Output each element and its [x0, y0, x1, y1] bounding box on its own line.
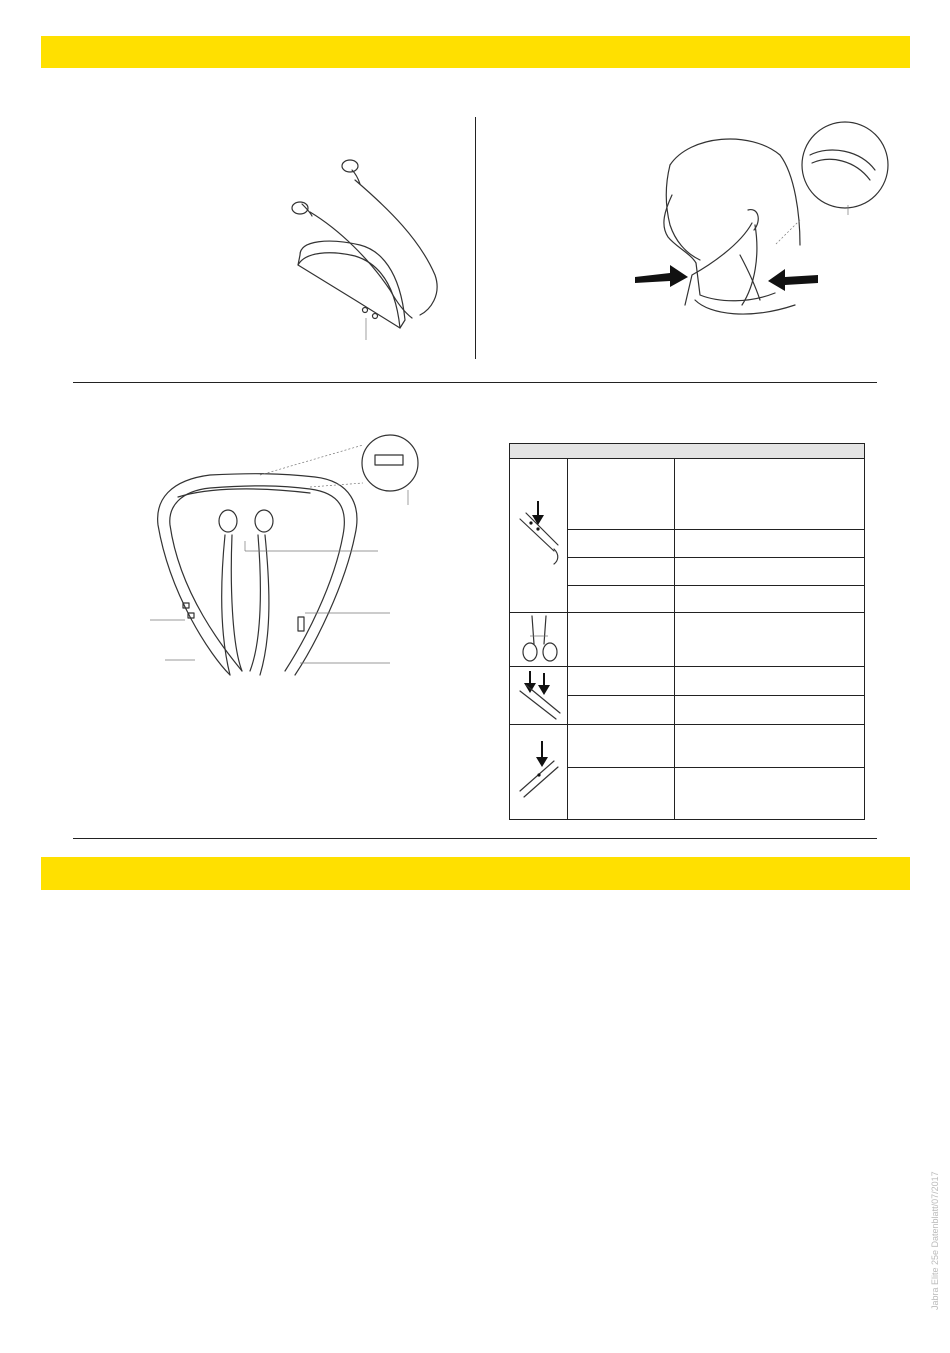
button-function-table: [509, 443, 865, 820]
section-divider-top: [73, 382, 877, 383]
section-vertical-divider: [475, 117, 476, 359]
top-header-bar: [41, 36, 910, 68]
table-row-divider: [567, 695, 864, 696]
table-row-divider: [567, 767, 864, 768]
section-divider-bottom: [73, 838, 877, 839]
headset-drawing: [280, 150, 450, 350]
table-row-divider: [567, 557, 864, 558]
headset-front-view: [150, 435, 420, 695]
table-col-divider: [674, 458, 675, 819]
button-press-icon: [518, 499, 560, 564]
mid-header-bar: [41, 857, 910, 890]
table-row-divider: [510, 612, 864, 613]
single-button-press-icon: [518, 739, 562, 799]
table-col-divider: [567, 458, 568, 819]
table-row-divider: [567, 529, 864, 530]
earbuds-icon: [520, 616, 560, 664]
double-button-press-icon: [518, 669, 562, 725]
table-row-divider: [567, 585, 864, 586]
table-row-divider: [510, 666, 864, 667]
table-header-row: [510, 444, 864, 459]
table-row-divider: [510, 724, 864, 725]
footer-document-label: Jabra Elite 25e Datenblatt/07/2017: [930, 1171, 940, 1310]
person-wearing-headset: [630, 125, 890, 330]
